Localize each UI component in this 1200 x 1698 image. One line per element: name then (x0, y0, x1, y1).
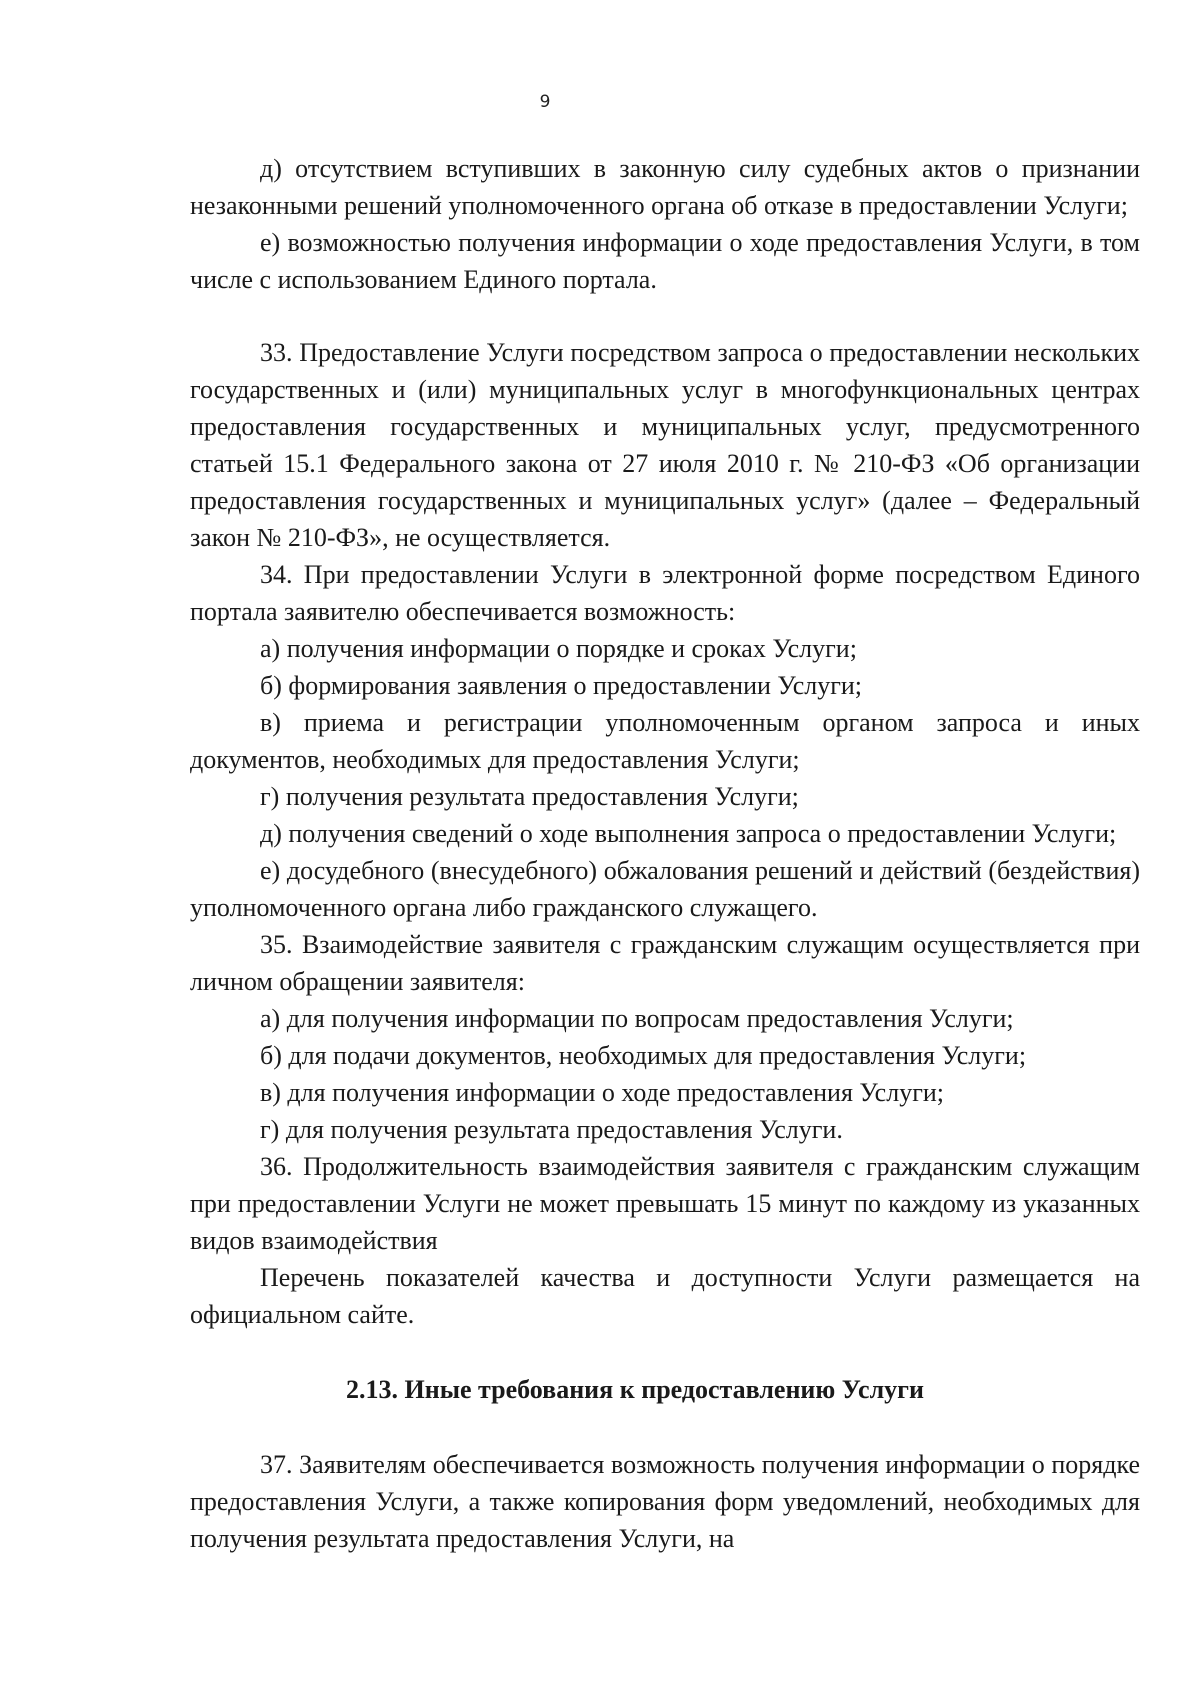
paragraph-35-a: а) для получения информации по вопросам предоставления Услуги; (260, 1004, 1014, 1033)
main-paragraphs (190, 334, 1140, 1333)
paragraph-34-e: е) досудебного (внесудебного) обжалования решений и действий (бездействия) уполномоченного органа либо гражданского служащего. (190, 856, 1140, 922)
paragraph-34-v: в) приема и регистрации уполномоченным органом запроса и иных документов, необходимых для предоставления Услуги; (190, 708, 1140, 774)
paragraph-35-b: б) для подачи документов, необходимых для предоставления Услуги; (260, 1041, 1027, 1070)
paragraph-34-d: д) получения сведений о ходе выполнения запроса о предоставлении Услуги; (260, 819, 1117, 848)
paragraph-37: 37. Заявителям обеспечивается возможность получения информации о порядке предоставления Услуги, а также копирования форм уведомлений, необходимых для получения результата предоставления Услуги, на (190, 1450, 1140, 1553)
paragraph-32-d: д) отсутствием вступивших в законную силу судебных актов о признании незаконными решений уполномоченного органа об отказе в предоставлении Услуги; (190, 154, 1140, 220)
paragraph-32-e: е) возможностью получения информации о ходе предоставления Услуги, в том числе с использованием Единого портала. (190, 228, 1140, 294)
top-paragraphs (190, 150, 1140, 298)
paragraph-33: 33. Предоставление Услуги посредством запроса о предоставлении нескольких государственных и (или) муниципальных услуг в многофункциональных центрах предоставления государственных и муниципальных услуг, предусмотренного статьей 15.1 Федерального закона от 27 июля 2010 г. № 210-ФЗ «Об организации предоставления государственных и муниципальных услуг» (далее – Федеральный закон № 210-ФЗ», не осуществляется. (190, 338, 1140, 552)
paragraph-quality-list: Перечень показателей качества и доступности Услуги размещается на официальном сайте. (190, 1263, 1140, 1329)
paragraph-35-v: в) для получения информации о ходе предоставления Услуги; (260, 1078, 944, 1107)
paragraph-34-a: а) получения информации о порядке и сроках Услуги; (260, 634, 857, 663)
paragraph-36: 36. Продолжительность взаимодействия заявителя с гражданским служащим при предоставлении Услуги не может превышать 15 минут по каждому из указанных видов взаимодействия (190, 1152, 1140, 1255)
paragraph-35: 35. Взаимодействие заявителя с гражданским служащим осуществляется при личном обращении заявителя: (190, 930, 1140, 996)
document-page (190, 92, 1140, 1672)
bottom-paragraphs (190, 1446, 1140, 1557)
paragraph-34: 34. При предоставлении Услуги в электронной форме посредством Единого портала заявителю обеспечивается возможность: (190, 560, 1140, 626)
page-number: 9 (539, 92, 551, 112)
paragraph-34-g: г) получения результата предоставления Услуги; (260, 782, 799, 811)
section-heading: 2.13. Иные требования к предоставлению Услуги (346, 1375, 924, 1404)
paragraph-34-b: б) формирования заявления о предоставлении Услуги; (260, 671, 863, 700)
paragraph-35-g: г) для получения результата предоставления Услуги. (260, 1115, 843, 1144)
